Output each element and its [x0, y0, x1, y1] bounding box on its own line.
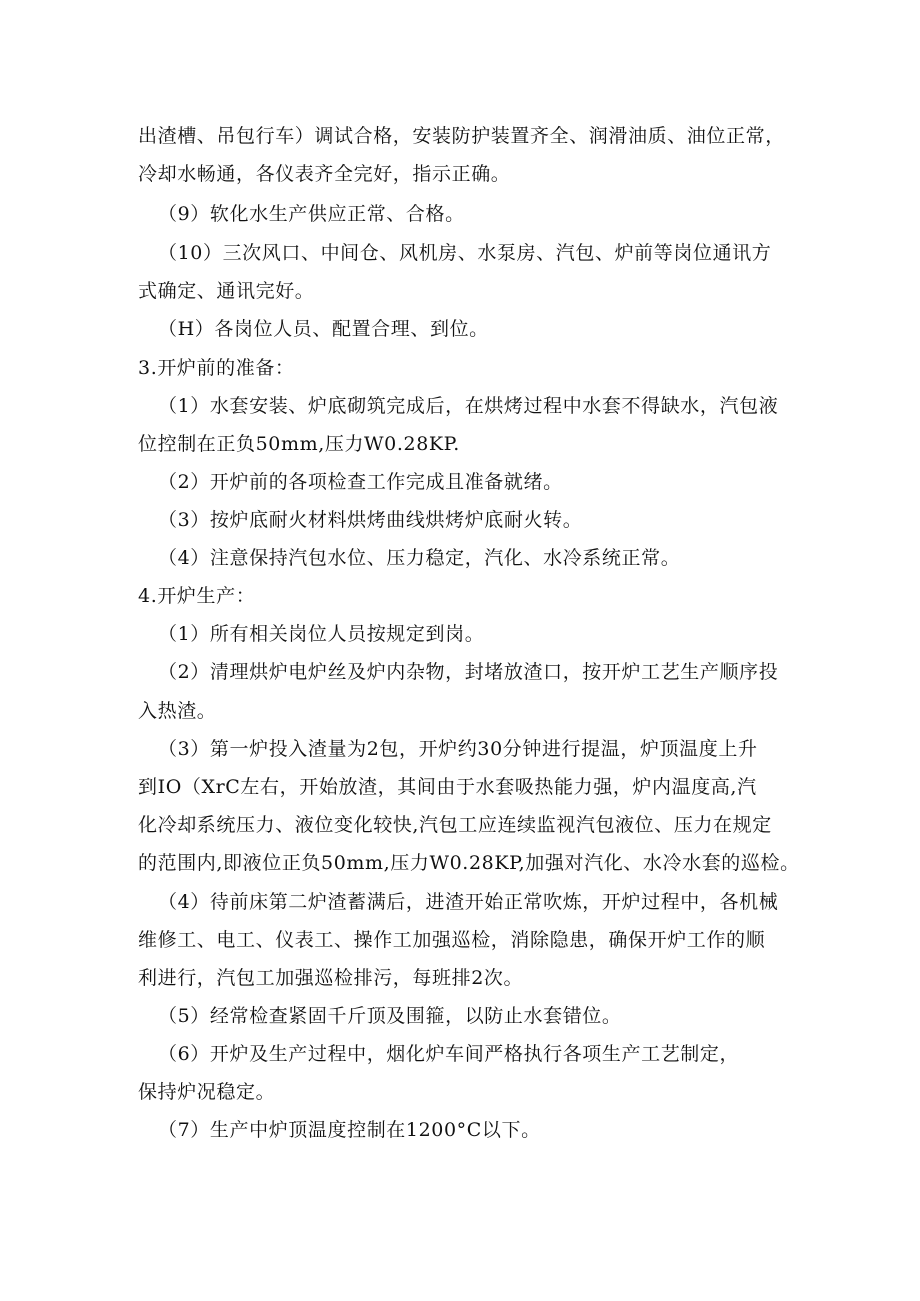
- list-item: （3）第一炉投入渣量为2包，开炉约30分钟进行提温，炉顶温度上升: [158, 738, 758, 760]
- text-line: 到IO（XrC左右，开始放渣，其间由于水套吸热能力强，炉内温度高,汽: [138, 776, 757, 798]
- text-line: 位控制在正负50mm,压力W0.28KP.: [138, 433, 460, 455]
- list-item: （4）注意保持汽包水位、压力稳定，汽化、水冷系统正常。: [158, 547, 681, 569]
- section-heading: 4.开炉生产：: [138, 585, 256, 607]
- list-item: （9）软化水生产供应正常、合格。: [158, 203, 465, 225]
- list-item: （5）经常检查紧固千斤顶及围箍，以防止水套错位。: [158, 1005, 622, 1027]
- text-line: 利进行，汽包工加强巡检排污，每班排2次。: [138, 967, 524, 989]
- list-item: （2）开炉前的各项检查工作完成且准备就绪。: [158, 471, 563, 493]
- list-item: （7）生产中炉顶温度控制在1200°C以下。: [158, 1119, 541, 1141]
- text-line: 维修工、电工、仪表工、操作工加强巡检，消除隐患，确保开炉工作的顺: [138, 929, 766, 951]
- list-item: （1）水套安装、炉底砌筑完成后，在烘烤过程中水套不得缺水，汽包液: [158, 395, 779, 417]
- text-line: 保持炉况稳定。: [138, 1081, 276, 1103]
- text-line: 的范围内,即液位正负50mm,压力W0.28KP,加强对汽化、水冷水套的巡检。: [138, 852, 800, 874]
- text-line: 冷却水畅通，各仪表齐全完好，指示正确。: [138, 163, 511, 185]
- text-line: 式确定、通讯完好。: [138, 280, 315, 302]
- list-item: （3）按炉底耐火材料烘烤曲线烘烤炉底耐火转。: [158, 509, 583, 531]
- text-line: 出渣槽、吊包行车）调试合格，安装防护装置齐全、润滑油质、油位正常，: [138, 125, 785, 147]
- list-item: （10）三次风口、中间仓、风机房、水泵房、汽包、炉前等岗位通讯方: [158, 242, 772, 264]
- list-item: （4）待前床第二炉渣蓄满后，进渣开始正常吹炼，开炉过程中，各机械: [158, 891, 779, 913]
- list-item: （2）清理烘炉电炉丝及炉内杂物，封堵放渣口，按开炉工艺生产顺序投: [158, 661, 779, 683]
- list-item: （1）所有相关岗位人员按规定到岗。: [158, 623, 485, 645]
- list-item: （6）开炉及生产过程中，烟化炉车间严格执行各项生产工艺制定，: [158, 1043, 740, 1065]
- list-item: （H）各岗位人员、配置合理、到位。: [158, 318, 489, 340]
- text-line: 化冷却系统压力、液位变化较快,汽包工应连续监视汽包液位、压力在规定: [138, 814, 772, 836]
- section-heading: 3.开炉前的准备：: [138, 357, 295, 379]
- text-line: 入热渣。: [138, 700, 217, 722]
